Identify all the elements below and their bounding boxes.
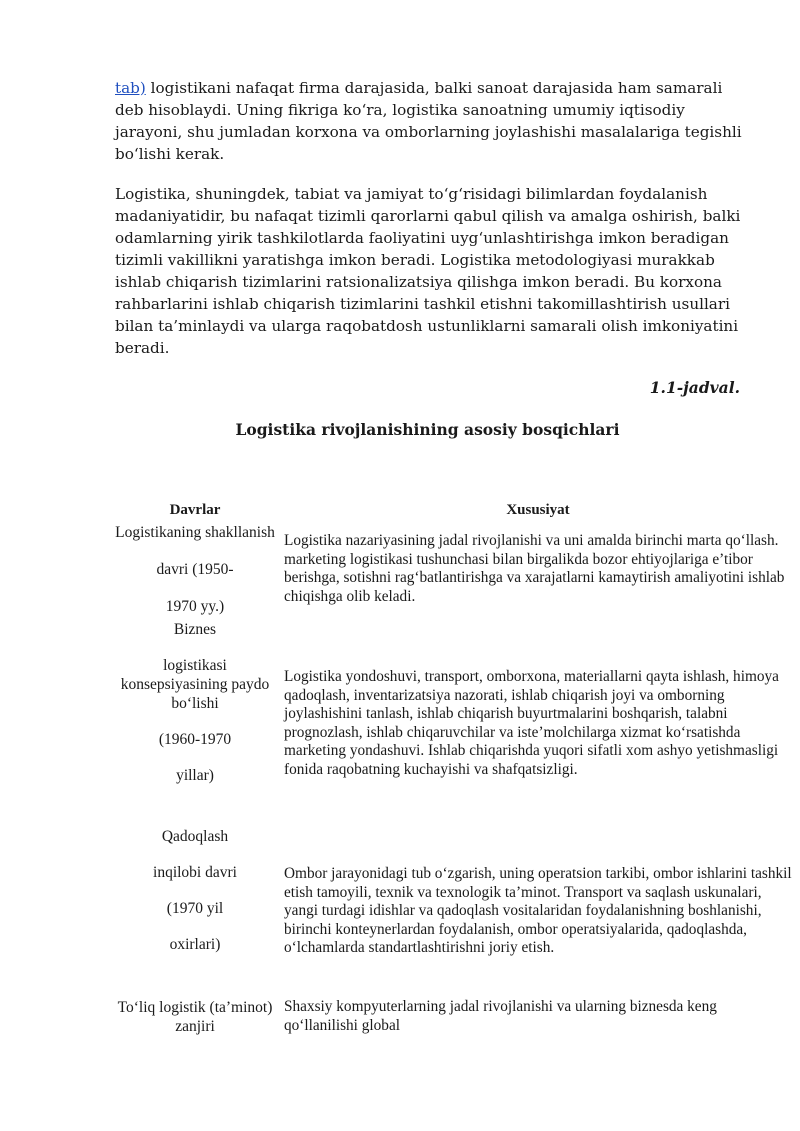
table-row-3-period (108, 827, 282, 954)
paragraph-1 (115, 77, 745, 165)
table-title: Logistika rivojlanishining asosiy bosqichlari (235, 420, 620, 439)
period-line: inqilobi davri (153, 864, 237, 881)
period-line: Biznes (173, 621, 217, 638)
period-line: davri (1950- (156, 561, 234, 578)
paragraph-2: Logistika, shuningdek, tabiat va jamiyat to‘g‘risidagi bilimlardan foydalanish madaniyatidir, bu nafaqat tizimli qarorlarni qabul qilish va amalga oshirish, balki odamlarning yirik tashkilotlarda faoliyatini uyg‘unlashtirishga imkon beradigan tizimli vakillikni yaratishga imkon beradi. Logistika metodologiyasi murakkab ishlab chiqarish tizimlarini ratsionalizatsiya qilishga imkon beradi. Bu korxona rahbarlarini ishlab chiqarish tizimlarini tashkil etishni takomillashtirish usullari bilan ta’minlaydi va ularga raqobatdosh ustunliklarni samarali olish imkoniyatini beradi. (115, 185, 741, 357)
table-row-1-feature: Logistika nazariyasining jadal rivojlanishi va uni amalda birinchi marta qo‘llash. marketing logistikasi tushunchasi bilan birgalikda bozor ehtiyojlariga e’tibor berishga, sotishni rag‘batlantirishga va xarajatlarni kamaytirish amaliyotini ishlab chiqishga olib keladi. (284, 532, 785, 605)
period-line: logistikasi konsepsiyasining paydo bo‘lishi (120, 657, 270, 712)
period-line: 1970 yy.) (165, 598, 225, 615)
column-header-feature: Xususiyat (506, 502, 570, 518)
table-row-1-period (108, 523, 282, 616)
paragraph-1-text: logistikani nafaqat firma darajasida, balki sanoat darajasida ham samarali deb hisoblaydi. Uning fikriga ko‘ra, logistika sanoatning umumiy iqtisodiy jarayoni, shu jumladan korxona va omborlarning joylashishi masalalariga tegishli bo‘lishi kerak. (115, 79, 742, 163)
table-row-3-feature: Ombor jarayonidagi tub o‘zgarish, uning operatsion tarkibi, ombor ishlarini tashkil etish tamoyili, texnik va texnologik ta’minot. Transport va saqlash uskunalari, yangi turdagi idishlar va qadoqlash vositalaridan foydalanishning boshlanishi, birinchi konteynerlardan foydalanish, ombor operatsiyalarida, qadoqlashda, o‘lchamlarda standartlashtirishni joriy etish. (284, 865, 792, 956)
table-row-4-period (108, 998, 282, 1036)
period-line: yillar) (176, 767, 214, 784)
period-line: oxirlari) (169, 936, 221, 953)
period-line: Qadoqlash (161, 828, 229, 845)
period-line: Logistikaning shakllanish (115, 524, 275, 541)
period-line: To‘liq logistik (ta’minot) zanjiri (117, 999, 273, 1035)
table-row-2-feature: Logistika yondoshuvi, transport, omborxona, materiallarni qayta ishlash, himoya qadoqlash, inventarizatsiya nazorati, ishlab chiqarish joyi va omborning joylashishini tanlash, ishlab chiqarish buyurtmalarini boshqarish, talabni prognozlash, ishlab chiqaruvchilar va iste’molchilarga xizmat ko‘rsatishda marketing yondashuvi. Ishlab chiqarishda yuqori sifatli xom ashyo yetishmasligi fonida raqobatning kuchayishi va shafqatsizligi. (284, 668, 779, 778)
tab-link[interactable]: tab) (115, 79, 146, 97)
table-row-2-period (108, 620, 282, 785)
column-header-period: Davrlar (169, 502, 221, 518)
period-line: (1970 yil (166, 900, 224, 917)
period-line: (1960-1970 (158, 731, 232, 748)
table-row-4-feature: Shaxsiy kompyuterlarning jadal rivojlanishi va ularning biznesda keng qo‘llanilishi global (284, 998, 717, 1034)
table-number: 1.1-jadval. (649, 378, 740, 397)
